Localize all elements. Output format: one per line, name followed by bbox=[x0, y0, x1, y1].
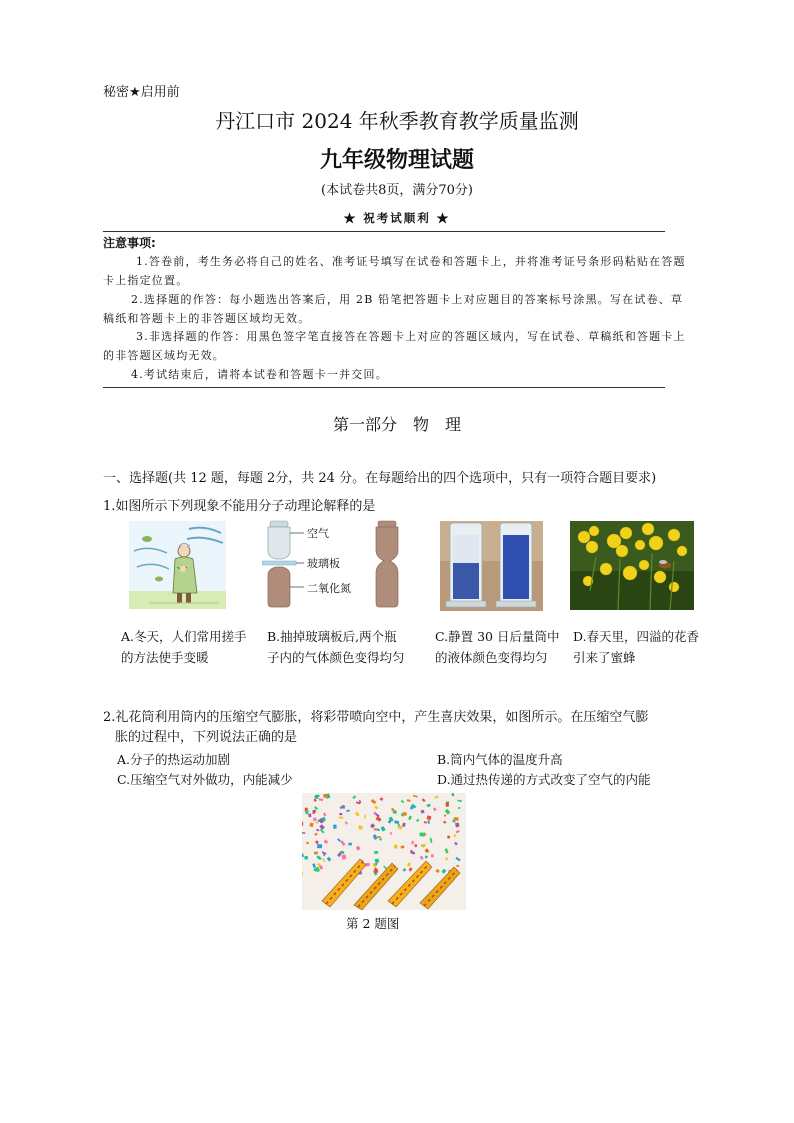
q1-option-c: C.静置 30 日后量筒中的液体颜色变得均匀 bbox=[435, 629, 560, 665]
notice-item: 2.选择题的作答：每小题选出答案后，用 2B 铅笔把答题卡上对应题目的答案标号涂黑。写在试卷、草稿纸和答题卡上的非答题区域均无效。 bbox=[103, 293, 684, 325]
confetti-piece bbox=[314, 852, 318, 855]
exam-subtitle: (本试卷共8页，满分70分) bbox=[321, 183, 473, 198]
confetti-piece bbox=[348, 843, 352, 846]
section-heading: 一、选择题(共 12 题，每题 2分，共 24 分。在每题给出的四个选项中，只有一项符合题目要求) bbox=[103, 471, 657, 486]
question-1-stem: 1.如图所示下列现象不能用分子动理论解释的是 bbox=[103, 499, 376, 514]
figure-1b-gas-diffusion bbox=[262, 519, 412, 611]
confetti-piece bbox=[458, 807, 460, 809]
confetti-piece bbox=[333, 825, 337, 829]
confetti-piece bbox=[398, 824, 400, 827]
label-air: 空气 bbox=[307, 527, 329, 540]
confetti-piece bbox=[306, 842, 309, 844]
confetti-piece bbox=[402, 812, 407, 816]
confetti-piece bbox=[390, 832, 392, 835]
label-nitrogen-dioxide: 二氧化氮 bbox=[307, 582, 351, 595]
q2-option-b: B.筒内气体的温度升高 bbox=[437, 752, 563, 767]
question-2-stem-cont: 胀的过程中，下列说法正确的是 bbox=[115, 730, 298, 745]
notice-item: 3.非选择题的作答：用黑色签字笔直接答在答题卡上对应的答题区域内，写在试卷、草稿纸和答题卡上的非答题区域均无效。 bbox=[103, 330, 686, 362]
notice-item: 1.答卷前，考生务必将自己的姓名、准考证号填写在试卷和答题卡上，并将准考证号条形码粘贴在答题卡上指定位置。 bbox=[103, 255, 686, 287]
q2-option-a: A.分子的热运动加剧 bbox=[117, 752, 231, 767]
confetti-piece bbox=[419, 832, 424, 836]
confetti-piece bbox=[452, 793, 454, 796]
good-luck-line: ★ 祝考试顺利 ★ bbox=[343, 211, 451, 225]
confetti-piece bbox=[317, 844, 322, 848]
q2-option-c: C.压缩空气对外做功，内能减少 bbox=[117, 772, 293, 787]
confetti-piece bbox=[374, 851, 378, 854]
confidential-mark: 秘密★启用前 bbox=[103, 85, 180, 100]
exam-subject-title: 九年级物理试题 bbox=[319, 148, 474, 173]
figure-2-caption: 第 2 题图 bbox=[346, 916, 400, 931]
confetti-piece bbox=[427, 820, 429, 823]
question-2-stem: 2.礼花筒利用筒内的压缩空气膨胀，将彩带喷向空中，产生喜庆效果，如图所示。在压缩空气膨 bbox=[103, 710, 649, 725]
confetti-piece bbox=[304, 856, 308, 860]
divider-top bbox=[103, 231, 665, 232]
figure-1a-rubbing-hands bbox=[129, 521, 226, 609]
q1-option-b: B.抽掉玻璃板后,两个瓶子内的气体颜色变得均匀 bbox=[267, 629, 405, 665]
confetti-piece bbox=[308, 814, 311, 818]
divider-bottom bbox=[103, 387, 665, 388]
label-glass-plate: 玻璃板 bbox=[307, 557, 340, 570]
figure-1d-flowers-bee bbox=[570, 521, 694, 610]
confetti-piece bbox=[375, 859, 379, 863]
notice-item: 4.考试结束后，请将本试卷和答题卡一并交回。 bbox=[131, 368, 388, 381]
confetti-piece bbox=[313, 817, 317, 821]
exam-title: 丹江口市 2024 年秋季教育教学质量监测 bbox=[215, 109, 579, 133]
part-heading: 第一部分 物 理 bbox=[332, 415, 461, 434]
confetti-piece bbox=[302, 822, 303, 826]
confetti-piece bbox=[339, 817, 343, 819]
confetti-piece bbox=[323, 794, 327, 798]
notice-title: 注意事项: bbox=[103, 236, 156, 250]
confetti-piece bbox=[408, 863, 411, 867]
confetti-piece bbox=[447, 836, 450, 839]
confetti-piece bbox=[366, 863, 370, 866]
q1-option-a: A.冬天，人们常用搓手的方法使手变暖 bbox=[121, 629, 247, 665]
confetti-piece bbox=[454, 817, 459, 820]
figure-2-party-poppers bbox=[302, 793, 466, 910]
confetti-piece bbox=[431, 854, 434, 857]
q1-option-d: D.春天里，四溢的花香引来了蜜蜂 bbox=[573, 629, 700, 665]
figure-1c-liquid-diffusion bbox=[440, 521, 543, 611]
q2-option-d: D.通过热传递的方式改变了空气的内能 bbox=[437, 772, 651, 787]
